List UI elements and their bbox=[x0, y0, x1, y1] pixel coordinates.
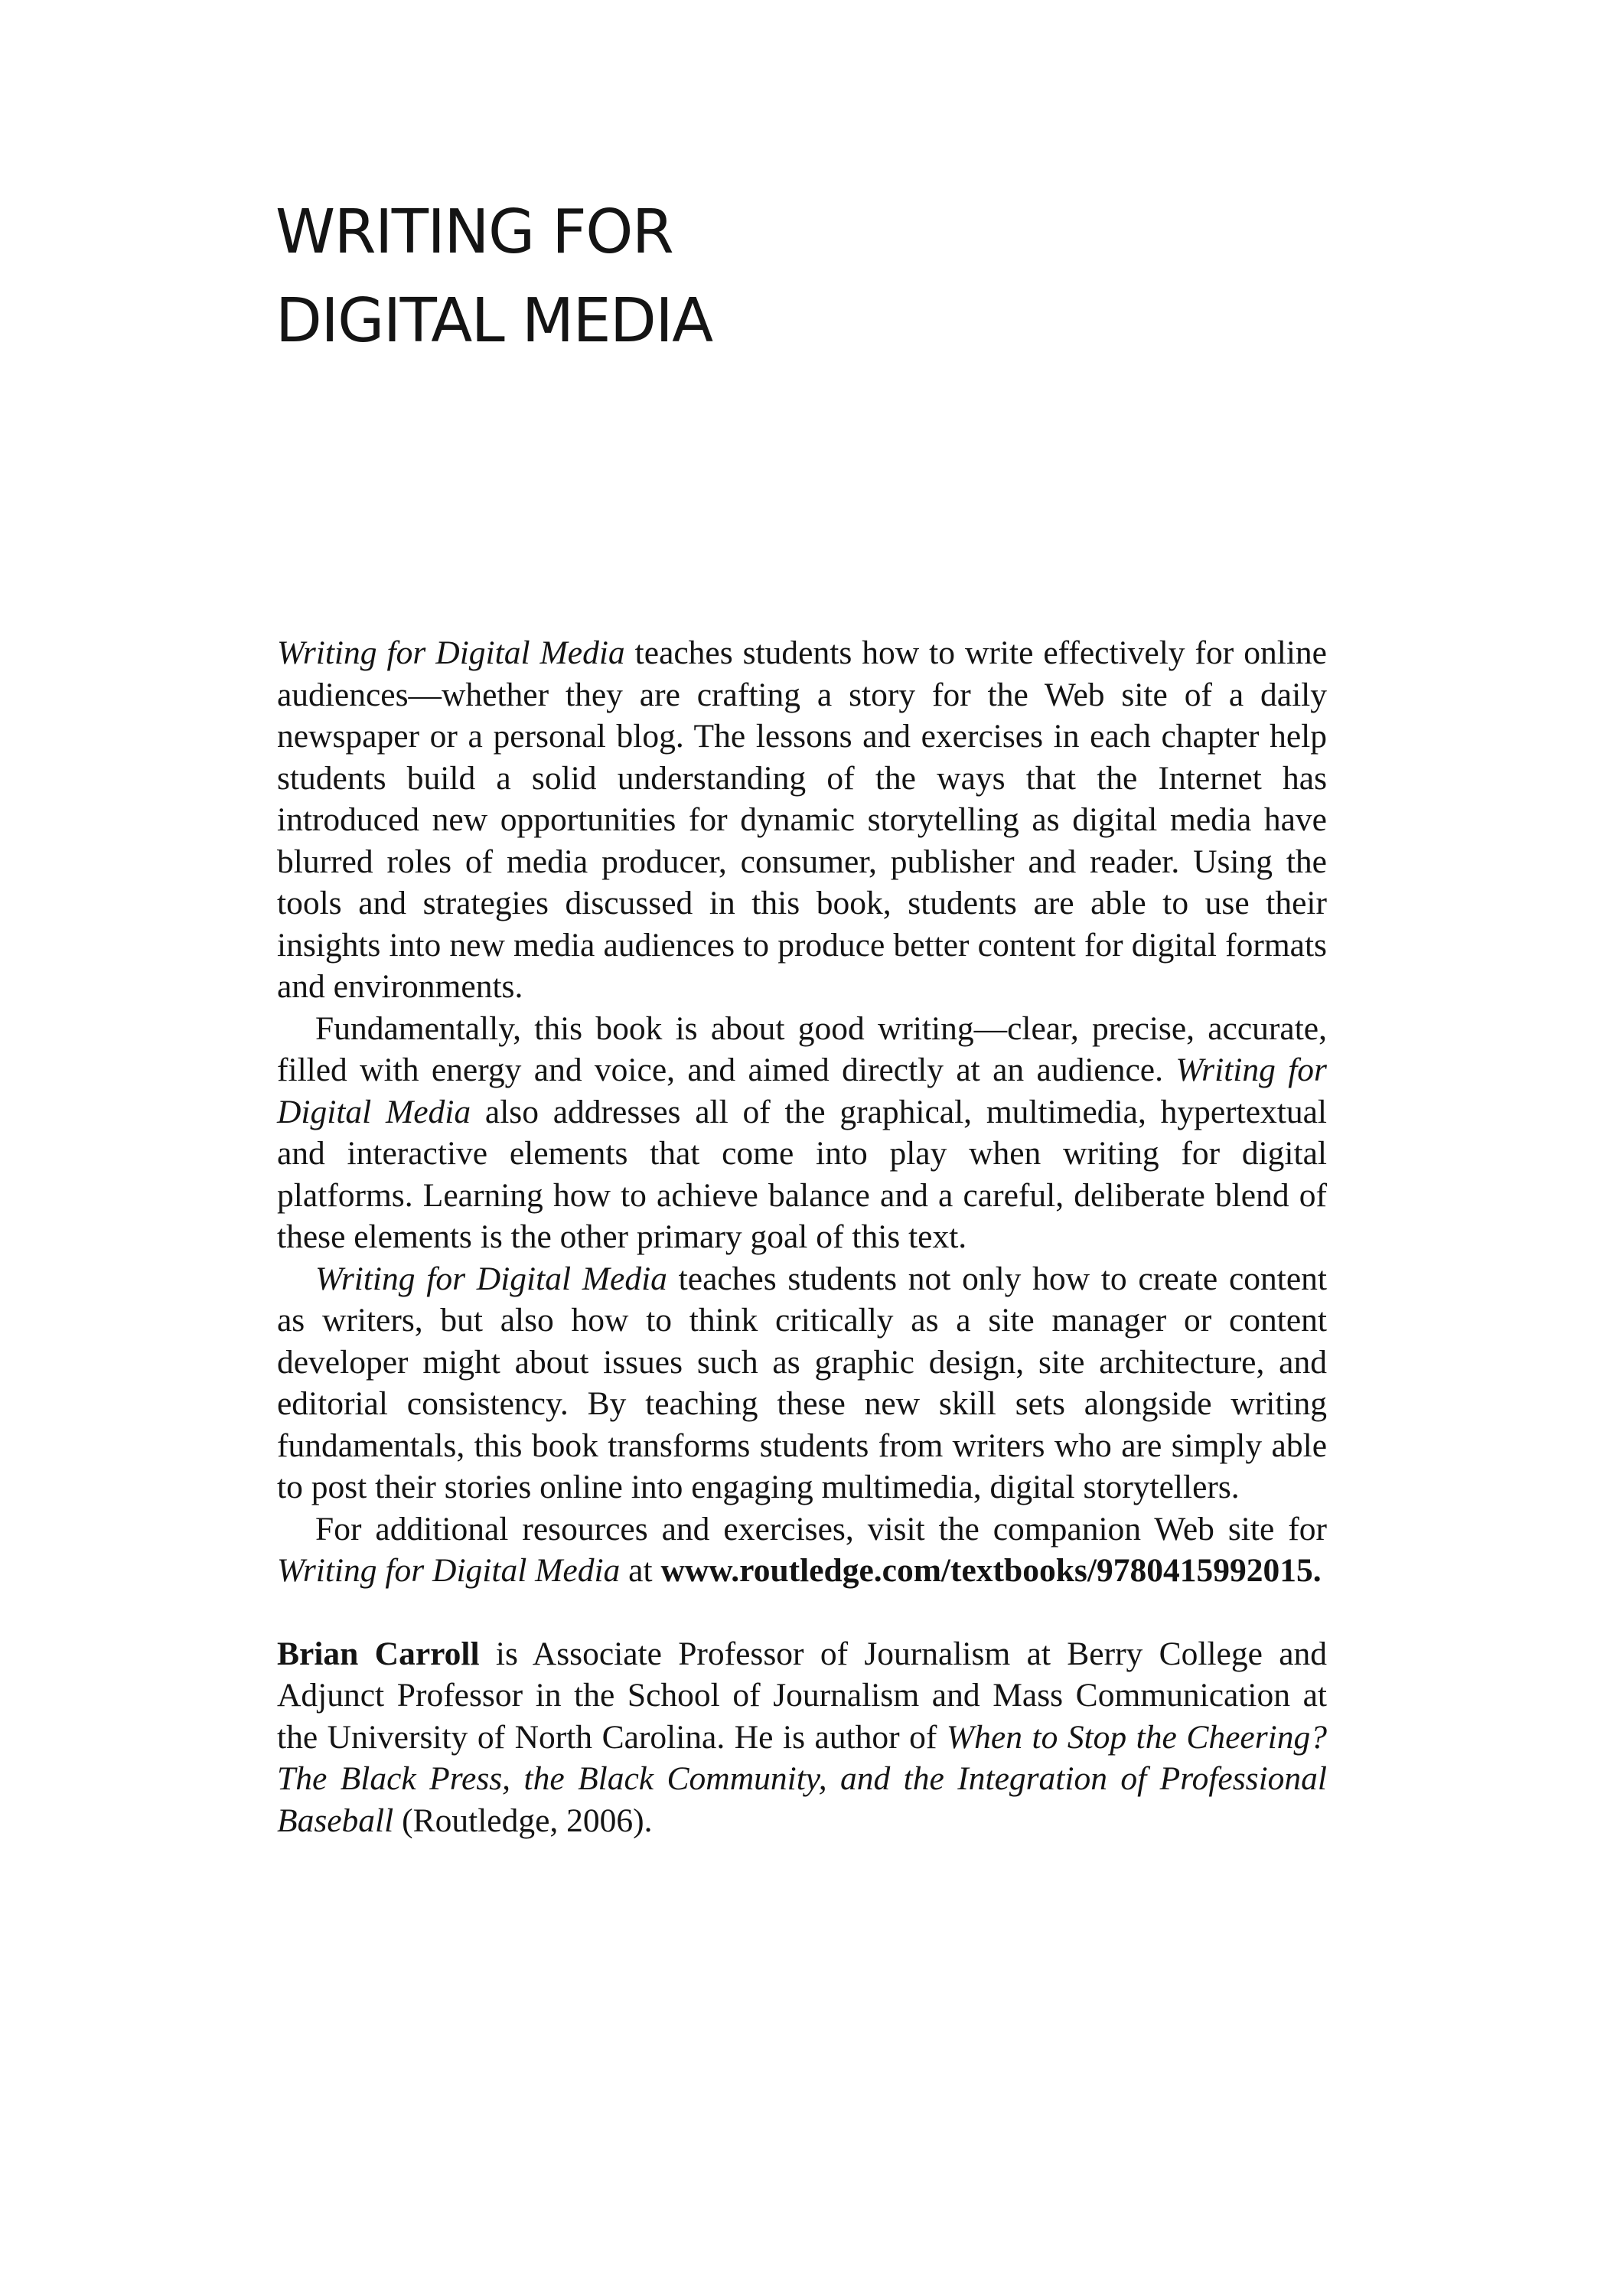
paragraph-text: also addresses all of the graphical, multimedia, hypertextual and interactive elements that come into play when writing for digital platforms. Learning how to achieve balance and a careful, deliberate blend of these elements is the other primary goal of this text. bbox=[277, 1093, 1327, 1255]
book-title-reference: Writing for Digital Media bbox=[277, 634, 625, 671]
book-title-reference: Writing for Digital Media bbox=[315, 1260, 667, 1297]
book-title-reference: Writing for Digital Media bbox=[277, 1052, 1327, 1130]
page-title bbox=[275, 188, 712, 365]
book-title-reference: Writing for Digital Media bbox=[277, 1552, 621, 1589]
title-line-2: DIGITAL MEDIA bbox=[275, 285, 712, 356]
bio-text: (Routledge, 2006). bbox=[393, 1802, 653, 1839]
author-name: Brian Carroll bbox=[277, 1635, 480, 1672]
url-period: . bbox=[1312, 1552, 1322, 1589]
book-description bbox=[277, 632, 1327, 1841]
paragraph-text: Fundamentally, this book is about good writing—clear, precise, accurate, filled with energy and voice, and aimed directly at an audience. bbox=[277, 1009, 1327, 1088]
paragraph-text: teaches students not only how to create content as writers, but also how to think critically as a site manager or content developer might about issues such as graphic design, site architecture, and editorial consistency. By teaching these new skill sets alongside writing fundamentals, this book transforms students from writers who are simply able to post their stories online into engaging multimedia, digital storytellers. bbox=[277, 1260, 1327, 1505]
paragraph-3 bbox=[277, 1258, 1327, 1508]
author-bio bbox=[277, 1633, 1327, 1842]
paragraph-text: teaches students how to write effectively for online audiences—whether they are crafting a story for the Web site of a daily newspaper or a personal blog. The lessons and exercises in each chapter help students build a solid understanding of the ways that the Internet has introduced new opportunities for dynamic storytelling as digital media have blurred roles of media producer, consumer, publisher and reader. Using the tools and strategies discussed in this book, students are able to use their insights into new media audiences to produce better content for digital formats and environments. bbox=[277, 634, 1327, 1005]
paragraph-text: For additional resources and exercises, visit the companion Web site for bbox=[315, 1510, 1327, 1548]
paragraph-text: at bbox=[620, 1552, 661, 1589]
paragraph-1 bbox=[277, 632, 1327, 1008]
paragraph-4 bbox=[277, 1508, 1327, 1592]
title-line-1: WRITING FOR bbox=[275, 197, 673, 267]
other-book-title: When to Stop the Cheering? The Black Press, the Black Community, and the Integration of Professional Baseball bbox=[277, 1718, 1327, 1839]
bio-text: is Associate Professor of Journalism at Berry College and Adjunct Professor in the School of Journalism and Mass Communication at the University of North Carolina. He is author of bbox=[277, 1635, 1328, 1756]
paragraph-2 bbox=[277, 1008, 1327, 1258]
companion-website-url: www.routledge.com/textbooks/9780415992015 bbox=[660, 1552, 1313, 1589]
